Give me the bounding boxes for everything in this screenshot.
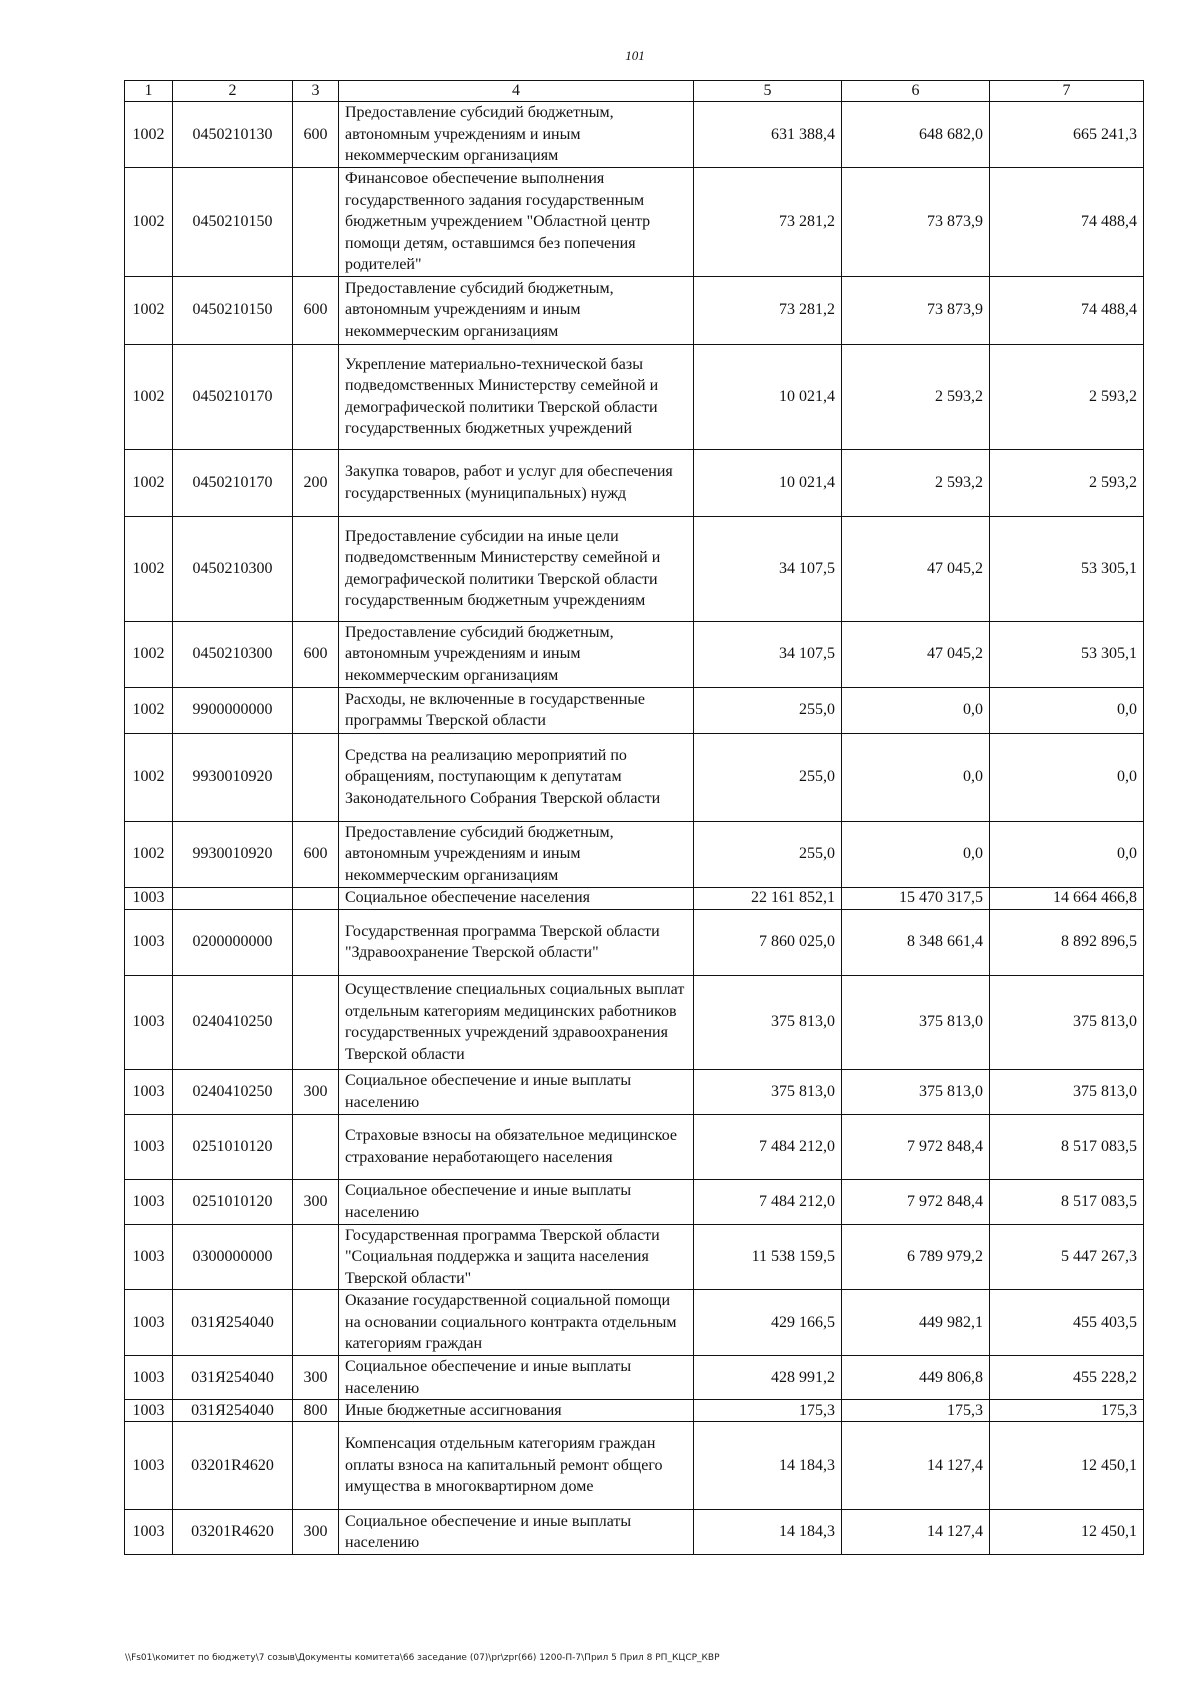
target-article-cell: 0450210130 — [173, 102, 293, 168]
target-article-cell — [173, 887, 293, 909]
section-code-cell: 1002 — [125, 449, 173, 516]
expense-type-cell: 300 — [293, 1356, 339, 1400]
table-row — [125, 1179, 1144, 1224]
amount-col5-cell: 7 860 025,0 — [694, 909, 842, 975]
file-path-footer: \\Fs01\комитет по бюджету\7 созыв\Документы комитета\66 заседание (07)\pr\zpr(66) 1200-П-7\Прил 5 Прил 8 РП_КЦСР_КВР — [125, 1653, 720, 1663]
amount-col6-cell: 47 045,2 — [842, 516, 990, 621]
description-cell: Расходы, не включенные в государственные программы Тверской области — [339, 687, 694, 733]
column-header: 2 — [173, 81, 293, 102]
table-row — [125, 887, 1144, 909]
amount-col7-cell: 375 813,0 — [990, 975, 1144, 1069]
expense-type-cell: 300 — [293, 1510, 339, 1555]
table-row — [125, 168, 1144, 277]
target-article-cell: 9930010920 — [173, 821, 293, 887]
amount-col5-cell: 10 021,4 — [694, 449, 842, 516]
target-article-cell: 0450210300 — [173, 516, 293, 621]
section-code-cell: 1003 — [125, 1356, 173, 1400]
table-row — [125, 821, 1144, 887]
table-row — [125, 621, 1144, 687]
section-code-cell: 1003 — [125, 1510, 173, 1555]
table-row — [125, 344, 1144, 449]
amount-col5-cell: 375 813,0 — [694, 1069, 842, 1114]
amount-col6-cell: 73 873,9 — [842, 276, 990, 344]
table-row — [125, 975, 1144, 1069]
column-header: 6 — [842, 81, 990, 102]
description-cell: Средства на реализацию мероприятий по обращениям, поступающим к депутатам Законодательного Собрания Тверской области — [339, 733, 694, 821]
amount-col6-cell: 375 813,0 — [842, 1069, 990, 1114]
amount-col6-cell: 8 348 661,4 — [842, 909, 990, 975]
target-article-cell: 0240410250 — [173, 975, 293, 1069]
target-article-cell: 031Я254040 — [173, 1400, 293, 1422]
amount-col7-cell: 0,0 — [990, 733, 1144, 821]
header-row — [125, 81, 1144, 102]
column-header: 7 — [990, 81, 1144, 102]
target-article-cell: 0200000000 — [173, 909, 293, 975]
amount-col7-cell: 455 228,2 — [990, 1356, 1144, 1400]
target-article-cell: 0240410250 — [173, 1069, 293, 1114]
expense-type-cell: 600 — [293, 821, 339, 887]
expense-type-cell — [293, 516, 339, 621]
amount-col6-cell: 375 813,0 — [842, 975, 990, 1069]
description-cell: Предоставление субсидий бюджетным, автономным учреждениям и иным некоммерческим организациям — [339, 621, 694, 687]
expense-type-cell — [293, 1114, 339, 1179]
table-row — [125, 1224, 1144, 1290]
table-row — [125, 1400, 1144, 1422]
target-article-cell: 03201R4620 — [173, 1510, 293, 1555]
amount-col5-cell: 34 107,5 — [694, 516, 842, 621]
expense-type-cell — [293, 909, 339, 975]
target-article-cell: 0251010120 — [173, 1114, 293, 1179]
amount-col5-cell: 73 281,2 — [694, 168, 842, 277]
amount-col7-cell: 8 517 083,5 — [990, 1114, 1144, 1179]
amount-col6-cell: 2 593,2 — [842, 449, 990, 516]
table-row — [125, 1290, 1144, 1356]
section-code-cell: 1002 — [125, 733, 173, 821]
section-code-cell: 1003 — [125, 1114, 173, 1179]
target-article-cell: 0450210300 — [173, 621, 293, 687]
amount-col6-cell: 449 806,8 — [842, 1356, 990, 1400]
description-cell: Предоставление субсидий бюджетным, автономным учреждениям и иным некоммерческим организациям — [339, 821, 694, 887]
amount-col7-cell: 53 305,1 — [990, 516, 1144, 621]
description-cell: Социальное обеспечение и иные выплаты населению — [339, 1510, 694, 1555]
description-cell: Предоставление субсидии на иные цели подведомственным Министерству семейной и демографической политики Тверской области государственным бюджетным учреждениям — [339, 516, 694, 621]
target-article-cell: 0450210170 — [173, 344, 293, 449]
amount-col5-cell: 255,0 — [694, 687, 842, 733]
expense-type-cell — [293, 344, 339, 449]
amount-col6-cell: 47 045,2 — [842, 621, 990, 687]
amount-col7-cell: 0,0 — [990, 821, 1144, 887]
amount-col6-cell: 0,0 — [842, 733, 990, 821]
amount-col5-cell: 428 991,2 — [694, 1356, 842, 1400]
table-row — [125, 1114, 1144, 1179]
section-code-cell: 1002 — [125, 821, 173, 887]
target-article-cell: 03201R4620 — [173, 1422, 293, 1510]
table-row — [125, 1069, 1144, 1114]
expense-type-cell — [293, 1422, 339, 1510]
amount-col7-cell: 74 488,4 — [990, 168, 1144, 277]
amount-col6-cell: 7 972 848,4 — [842, 1114, 990, 1179]
column-header: 1 — [125, 81, 173, 102]
section-code-cell: 1002 — [125, 102, 173, 168]
description-cell: Социальное обеспечение и иные выплаты населению — [339, 1356, 694, 1400]
amount-col7-cell: 8 892 896,5 — [990, 909, 1144, 975]
table-row — [125, 1422, 1144, 1510]
description-cell: Страховые взносы на обязательное медицинское страхование неработающего населения — [339, 1114, 694, 1179]
amount-col5-cell: 14 184,3 — [694, 1510, 842, 1555]
expense-type-cell: 300 — [293, 1069, 339, 1114]
amount-col7-cell: 12 450,1 — [990, 1422, 1144, 1510]
target-article-cell: 9900000000 — [173, 687, 293, 733]
amount-col7-cell: 2 593,2 — [990, 344, 1144, 449]
amount-col6-cell: 14 127,4 — [842, 1510, 990, 1555]
table-row — [125, 516, 1144, 621]
table-row — [125, 1356, 1144, 1400]
expense-type-cell — [293, 1224, 339, 1290]
table-row — [125, 1510, 1144, 1555]
section-code-cell: 1002 — [125, 621, 173, 687]
table-body — [125, 102, 1144, 1555]
amount-col7-cell: 5 447 267,3 — [990, 1224, 1144, 1290]
section-code-cell: 1003 — [125, 1400, 173, 1422]
target-article-cell: 9930010920 — [173, 733, 293, 821]
description-cell: Социальное обеспечение и иные выплаты населению — [339, 1069, 694, 1114]
amount-col7-cell: 12 450,1 — [990, 1510, 1144, 1555]
amount-col5-cell: 631 388,4 — [694, 102, 842, 168]
expense-type-cell: 300 — [293, 1179, 339, 1224]
table-row — [125, 687, 1144, 733]
target-article-cell: 031Я254040 — [173, 1356, 293, 1400]
amount-col6-cell: 449 982,1 — [842, 1290, 990, 1356]
expense-type-cell — [293, 887, 339, 909]
expense-type-cell — [293, 168, 339, 277]
amount-col5-cell: 34 107,5 — [694, 621, 842, 687]
section-code-cell: 1002 — [125, 516, 173, 621]
section-code-cell: 1002 — [125, 168, 173, 277]
amount-col7-cell: 375 813,0 — [990, 1069, 1144, 1114]
amount-col5-cell: 175,3 — [694, 1400, 842, 1422]
description-cell: Предоставление субсидий бюджетным, автономным учреждениям и иным некоммерческим организациям — [339, 276, 694, 344]
amount-col6-cell: 15 470 317,5 — [842, 887, 990, 909]
expense-type-cell: 600 — [293, 102, 339, 168]
section-code-cell: 1003 — [125, 975, 173, 1069]
section-code-cell: 1003 — [125, 1069, 173, 1114]
column-header: 3 — [293, 81, 339, 102]
description-cell: Закупка товаров, работ и услуг для обеспечения государственных (муниципальных) нужд — [339, 449, 694, 516]
amount-col6-cell: 2 593,2 — [842, 344, 990, 449]
description-cell: Предоставление субсидий бюджетным, автономным учреждениям и иным некоммерческим организациям — [339, 102, 694, 168]
amount-col6-cell: 7 972 848,4 — [842, 1179, 990, 1224]
description-cell: Осуществление специальных социальных выплат отдельным категориям медицинских работников государственных учреждений здравоохранения Тверской области — [339, 975, 694, 1069]
description-cell: Государственная программа Тверской области "Социальная поддержка и защита населения Тверской области" — [339, 1224, 694, 1290]
amount-col5-cell: 22 161 852,1 — [694, 887, 842, 909]
description-cell: Оказание государственной социальной помощи на основании социального контракта отдельным категориям граждан — [339, 1290, 694, 1356]
description-cell: Государственная программа Тверской области "Здравоохранение Тверской области" — [339, 909, 694, 975]
expense-type-cell — [293, 1290, 339, 1356]
description-cell: Социальное обеспечение населения — [339, 887, 694, 909]
expense-type-cell — [293, 733, 339, 821]
section-code-cell: 1003 — [125, 1290, 173, 1356]
amount-col7-cell: 14 664 466,8 — [990, 887, 1144, 909]
description-cell: Компенсация отдельным категориям граждан оплаты взноса на капитальный ремонт общего имущества в многоквартирном доме — [339, 1422, 694, 1510]
amount-col6-cell: 73 873,9 — [842, 168, 990, 277]
expense-type-cell — [293, 975, 339, 1069]
amount-col7-cell: 665 241,3 — [990, 102, 1144, 168]
target-article-cell: 031Я254040 — [173, 1290, 293, 1356]
section-code-cell: 1002 — [125, 276, 173, 344]
description-cell: Иные бюджетные ассигнования — [339, 1400, 694, 1422]
amount-col7-cell: 74 488,4 — [990, 276, 1144, 344]
section-code-cell: 1003 — [125, 909, 173, 975]
amount-col7-cell: 53 305,1 — [990, 621, 1144, 687]
description-cell: Финансовое обеспечение выполнения государственного задания государственным бюджетным учреждением "Областной центр помощи детям, оставшимся без попечения родителей" — [339, 168, 694, 277]
expense-type-cell: 800 — [293, 1400, 339, 1422]
amount-col7-cell: 455 403,5 — [990, 1290, 1144, 1356]
amount-col5-cell: 14 184,3 — [694, 1422, 842, 1510]
amount-col5-cell: 11 538 159,5 — [694, 1224, 842, 1290]
budget-table — [124, 80, 1144, 1555]
amount-col5-cell: 429 166,5 — [694, 1290, 842, 1356]
table-row — [125, 102, 1144, 168]
column-header: 5 — [694, 81, 842, 102]
amount-col6-cell: 0,0 — [842, 687, 990, 733]
amount-col5-cell: 73 281,2 — [694, 276, 842, 344]
amount-col5-cell: 375 813,0 — [694, 975, 842, 1069]
section-code-cell: 1003 — [125, 887, 173, 909]
table-row — [125, 449, 1144, 516]
table-row — [125, 909, 1144, 975]
section-code-cell: 1003 — [125, 1179, 173, 1224]
section-code-cell: 1003 — [125, 1224, 173, 1290]
table-row — [125, 276, 1144, 344]
amount-col6-cell: 175,3 — [842, 1400, 990, 1422]
amount-col7-cell: 0,0 — [990, 687, 1144, 733]
amount-col5-cell: 7 484 212,0 — [694, 1179, 842, 1224]
table-row — [125, 733, 1144, 821]
amount-col5-cell: 7 484 212,0 — [694, 1114, 842, 1179]
amount-col7-cell: 2 593,2 — [990, 449, 1144, 516]
section-code-cell: 1003 — [125, 1422, 173, 1510]
target-article-cell: 0450210170 — [173, 449, 293, 516]
expense-type-cell: 600 — [293, 276, 339, 344]
target-article-cell: 0450210150 — [173, 276, 293, 344]
amount-col5-cell: 255,0 — [694, 733, 842, 821]
amount-col5-cell: 10 021,4 — [694, 344, 842, 449]
page-number: 101 — [625, 48, 645, 63]
target-article-cell: 0251010120 — [173, 1179, 293, 1224]
target-article-cell: 0300000000 — [173, 1224, 293, 1290]
target-article-cell: 0450210150 — [173, 168, 293, 277]
expense-type-cell — [293, 687, 339, 733]
amount-col7-cell: 8 517 083,5 — [990, 1179, 1144, 1224]
amount-col6-cell: 0,0 — [842, 821, 990, 887]
section-code-cell: 1002 — [125, 344, 173, 449]
expense-type-cell: 200 — [293, 449, 339, 516]
description-cell: Социальное обеспечение и иные выплаты населению — [339, 1179, 694, 1224]
section-code-cell: 1002 — [125, 687, 173, 733]
amount-col6-cell: 14 127,4 — [842, 1422, 990, 1510]
expense-type-cell: 600 — [293, 621, 339, 687]
column-header: 4 — [339, 81, 694, 102]
amount-col6-cell: 6 789 979,2 — [842, 1224, 990, 1290]
amount-col6-cell: 648 682,0 — [842, 102, 990, 168]
description-cell: Укрепление материально-технической базы подведомственных Министерству семейной и демографической политики Тверской области государственных бюджетных учреждений — [339, 344, 694, 449]
amount-col5-cell: 255,0 — [694, 821, 842, 887]
amount-col7-cell: 175,3 — [990, 1400, 1144, 1422]
